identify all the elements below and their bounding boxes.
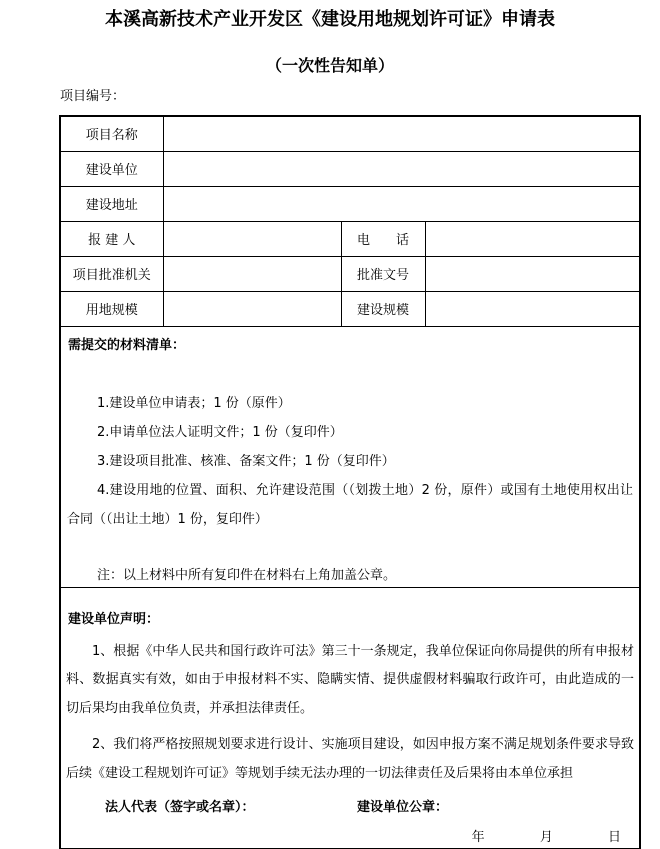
- table-row: [60, 256, 640, 291]
- table-row: [60, 291, 640, 326]
- project-number-label: 项目编号：: [60, 89, 126, 104]
- approval-authority-field[interactable]: [163, 256, 341, 291]
- materials-item-4: 4.建设用地的位置、面积、允许建设范围（（划拨土地）2 份，原件）或国有土地使用权出让合同（（出让土地）1 份，复印件）: [67, 482, 633, 527]
- applicant-label: 报 建 人: [60, 221, 163, 256]
- declaration-paragraph-1: 1、根据《中华人民共和国行政许可法》第三十一条规定，我单位保证向你局提供的所有申报材料、数据真实有效，如由于申报材料不实、隐瞒实情、提供虚假材料骗取行政许可，由此造成的一切后果均由我单位负责，并承担法律责任。: [66, 643, 634, 716]
- materials-note: 注：以上材料中所有复印件在材料右上角加盖公章。: [97, 567, 397, 583]
- applicant-field[interactable]: [163, 221, 341, 256]
- page-subtitle: （一次性告知单）: [265, 56, 394, 75]
- construction-unit-field[interactable]: [163, 151, 640, 186]
- signature-row: [61, 798, 639, 818]
- page-title: 本溪高新技术产业开发区《建设用地规划许可证》申请表: [105, 9, 555, 30]
- construction-address-label: 建设地址: [60, 186, 163, 221]
- materials-heading: 需提交的材料清单：: [68, 337, 186, 353]
- approval-authority-label: 项目批准机关: [60, 256, 163, 291]
- construction-address-field[interactable]: [163, 186, 640, 221]
- declaration-section: [60, 587, 640, 849]
- phone-label: 电 话: [341, 221, 425, 256]
- land-scale-label: 用地规模: [60, 291, 163, 326]
- table-row: [60, 221, 640, 256]
- table-row: [60, 186, 640, 221]
- materials-item-2: 2.申请单位法人证明文件；1 份（复印件）: [97, 424, 343, 440]
- table-row: [60, 151, 640, 186]
- table-row: [60, 326, 640, 587]
- materials-item-3: 3.建设项目批准、核准、备案文件；1 份（复印件）: [97, 453, 395, 469]
- application-form-table: [59, 115, 641, 849]
- construction-scale-label: 建设规模: [341, 291, 425, 326]
- construction-unit-label: 建设单位: [60, 151, 163, 186]
- company-seal-label: 建设单位公章：: [357, 800, 449, 815]
- materials-section: [60, 326, 640, 587]
- declaration-paragraph-2: 2、我们将严格按照规划要求进行设计、实施项目建设，如因申报方案不满足规划条件要求导致后续《建设工程规划许可证》等规划手续无法办理的一切法律责任及后果将由本单位承担: [66, 737, 634, 781]
- phone-field[interactable]: [425, 221, 640, 256]
- approval-doc-no-label: 批准文号: [341, 256, 425, 291]
- construction-scale-field[interactable]: [425, 291, 640, 326]
- declaration-heading: 建设单位声明：: [68, 611, 160, 627]
- project-name-field[interactable]: [163, 116, 640, 151]
- project-name-label: 项目名称: [60, 116, 163, 151]
- date-month-label: 月: [539, 830, 553, 845]
- table-row: [60, 116, 640, 151]
- date-year-label: 年: [471, 830, 485, 845]
- legal-representative-label: 法人代表（签字或名章）：: [105, 800, 255, 815]
- land-scale-field[interactable]: [163, 291, 341, 326]
- materials-item-1: 1.建设单位申请表；1 份（原件）: [97, 395, 291, 411]
- approval-doc-no-field[interactable]: [425, 256, 640, 291]
- date-day-label: 日: [607, 830, 621, 845]
- date-row: [61, 828, 639, 848]
- table-row: [60, 587, 640, 849]
